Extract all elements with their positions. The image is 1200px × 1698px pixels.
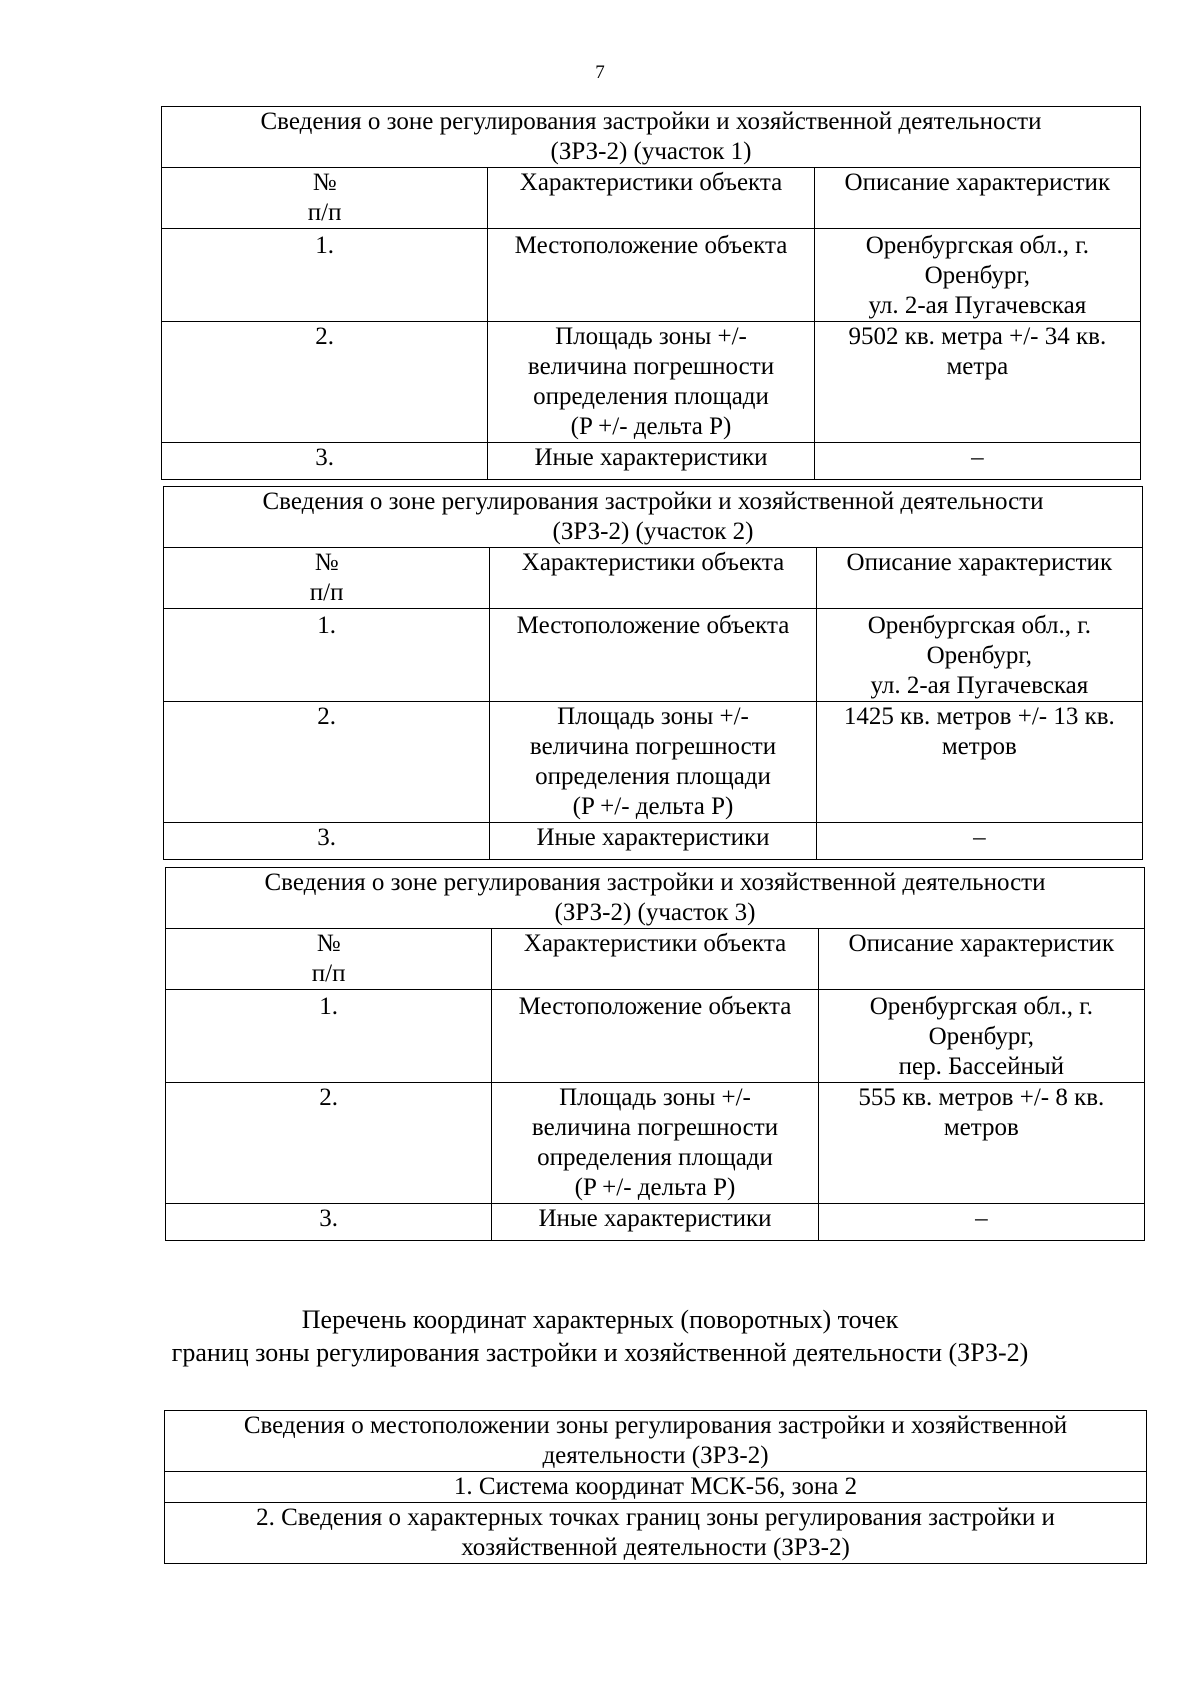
cell-line: хозяйственной деятельности (ЗРЗ-2) (461, 1534, 850, 1561)
cell-line: деятельности (ЗРЗ-2) (542, 1442, 769, 1469)
header-num-line: № (316, 930, 341, 957)
coordinate-system-row: 1. Система координат МСК-56, зона 2 (165, 1472, 1147, 1503)
header-characteristic: Характеристики объекта (488, 168, 814, 229)
table-row (164, 823, 1143, 860)
table-row (162, 322, 1141, 443)
row-value (814, 443, 1140, 480)
row-num: 3. (166, 1204, 492, 1241)
zone-title-line: (ЗРЗ-2) (участок 3) (554, 899, 756, 926)
header-characteristic: Характеристики объекта (492, 929, 818, 990)
cell-line: (P +/- дельта P) (572, 793, 734, 820)
row-value (818, 1204, 1144, 1241)
row-value (818, 1083, 1144, 1204)
cell-line: 555 кв. метров +/- 8 кв. метров (858, 1084, 1105, 1141)
cell-line: Иные характеристики (536, 824, 770, 851)
cell-line: ул. 2-ая Пугачевская (868, 292, 1087, 319)
row-num: 2. (166, 1083, 492, 1204)
cell-line: Площадь зоны +/- (559, 1084, 751, 1111)
zone-title-line: Сведения о зоне регулирования застройки и хозяйственной деятельности (264, 869, 1046, 896)
coords-heading (0, 1303, 1200, 1369)
table-header-row (164, 548, 1143, 609)
cell-line: Оренбургская обл., г. Оренбург, (869, 993, 1093, 1050)
header-num (164, 548, 490, 609)
cell-line: ул. 2-ая Пугачевская (870, 672, 1089, 699)
table-row (162, 229, 1141, 322)
cell-line: определения площади (533, 383, 769, 410)
table-row (165, 1411, 1147, 1472)
row-value (814, 229, 1140, 322)
row-num: 3. (164, 823, 490, 860)
boundary-points-row (165, 1503, 1147, 1564)
cell-line: определения площади (537, 1144, 773, 1171)
row-num: 2. (164, 702, 490, 823)
row-characteristic (490, 702, 816, 823)
coords-heading-line: границ зоны регулирования застройки и хозяйственной деятельности (ЗРЗ-2) (171, 1338, 1029, 1367)
row-characteristic (492, 1083, 818, 1204)
zone-title-line: (ЗРЗ-2) (участок 1) (550, 138, 752, 165)
row-num: 1. (166, 990, 492, 1083)
row-characteristic (492, 990, 818, 1083)
row-value (818, 990, 1144, 1083)
cell-line: 1425 кв. метров +/- 13 кв. метров (843, 703, 1115, 760)
table-header-row (166, 929, 1145, 990)
cell-line: 9502 кв. метра +/- 34 кв. метра (848, 323, 1107, 380)
zone-title-line: Сведения о зоне регулирования застройки и хозяйственной деятельности (260, 108, 1042, 135)
zone-table-title (162, 107, 1141, 168)
row-characteristic (490, 609, 816, 702)
cell-line: Иные характеристики (538, 1205, 772, 1232)
zone-table-1 (161, 106, 1141, 480)
cell-line: определения площади (535, 763, 771, 790)
cell-line: Площадь зоны +/- (555, 323, 747, 350)
table-row (166, 990, 1145, 1083)
row-characteristic (492, 1204, 818, 1241)
table-row (166, 1083, 1145, 1204)
header-num (166, 929, 492, 990)
cell-line: Местоположение объекта (518, 993, 792, 1020)
cell-line: Площадь зоны +/- (557, 703, 749, 730)
table-row (164, 609, 1143, 702)
location-table (164, 1410, 1147, 1564)
zone-table-title (166, 868, 1145, 929)
header-num-line: п/п (309, 579, 344, 606)
coords-heading-line: Перечень координат характерных (поворотных) точек (301, 1305, 899, 1334)
cell-line: величина погрешности (529, 733, 777, 760)
header-characteristic: Характеристики объекта (490, 548, 816, 609)
row-characteristic (490, 823, 816, 860)
cell-line: 2. Сведения о характерных точках границ зоны регулирования застройки и (256, 1504, 1055, 1531)
table-row (166, 1204, 1145, 1241)
row-num: 2. (162, 322, 488, 443)
header-description: Описание характеристик (816, 548, 1142, 609)
zone-title-line: (ЗРЗ-2) (участок 2) (552, 518, 754, 545)
row-num: 1. (164, 609, 490, 702)
cell-line: Местоположение объекта (514, 232, 788, 259)
header-description: Описание характеристик (814, 168, 1140, 229)
table-row (165, 1503, 1147, 1564)
cell-line: Иные характеристики (534, 444, 768, 471)
table-row (165, 1472, 1147, 1503)
header-description: Описание характеристик (818, 929, 1144, 990)
row-characteristic (488, 443, 814, 480)
table-header-row (162, 168, 1141, 229)
zone-table-title (164, 487, 1143, 548)
row-value (814, 322, 1140, 443)
cell-line: величина погрешности (527, 353, 775, 380)
header-num-line: № (312, 169, 337, 196)
cell-line: Оренбургская обл., г. Оренбург, (865, 232, 1089, 289)
row-num: 3. (162, 443, 488, 480)
location-table-title (165, 1411, 1147, 1472)
cell-line: – (975, 1205, 988, 1232)
cell-line: Оренбургская обл., г. Оренбург, (867, 612, 1091, 669)
zone-title-line: Сведения о зоне регулирования застройки и хозяйственной деятельности (262, 488, 1044, 515)
header-num-line: п/п (307, 199, 342, 226)
zone-table-3 (165, 867, 1145, 1241)
cell-line: (P +/- дельта P) (570, 413, 732, 440)
page-number: 7 (595, 62, 605, 83)
header-num (162, 168, 488, 229)
cell-line: – (973, 824, 986, 851)
row-value (816, 702, 1142, 823)
cell-line: величина погрешности (531, 1114, 779, 1141)
table-row (162, 443, 1141, 480)
header-num-line: п/п (311, 960, 346, 987)
table-row (164, 702, 1143, 823)
row-characteristic (488, 322, 814, 443)
cell-line: пер. Бассейный (898, 1053, 1065, 1080)
cell-line: Сведения о местоположении зоны регулирования застройки и хозяйственной (243, 1412, 1068, 1439)
header-num-line: № (314, 549, 339, 576)
cell-line: (P +/- дельта P) (574, 1174, 736, 1201)
cell-line: Местоположение объекта (516, 612, 790, 639)
row-characteristic (488, 229, 814, 322)
row-value (816, 823, 1142, 860)
zone-table-2 (163, 486, 1143, 860)
row-value (816, 609, 1142, 702)
row-num: 1. (162, 229, 488, 322)
cell-line: – (971, 444, 984, 471)
